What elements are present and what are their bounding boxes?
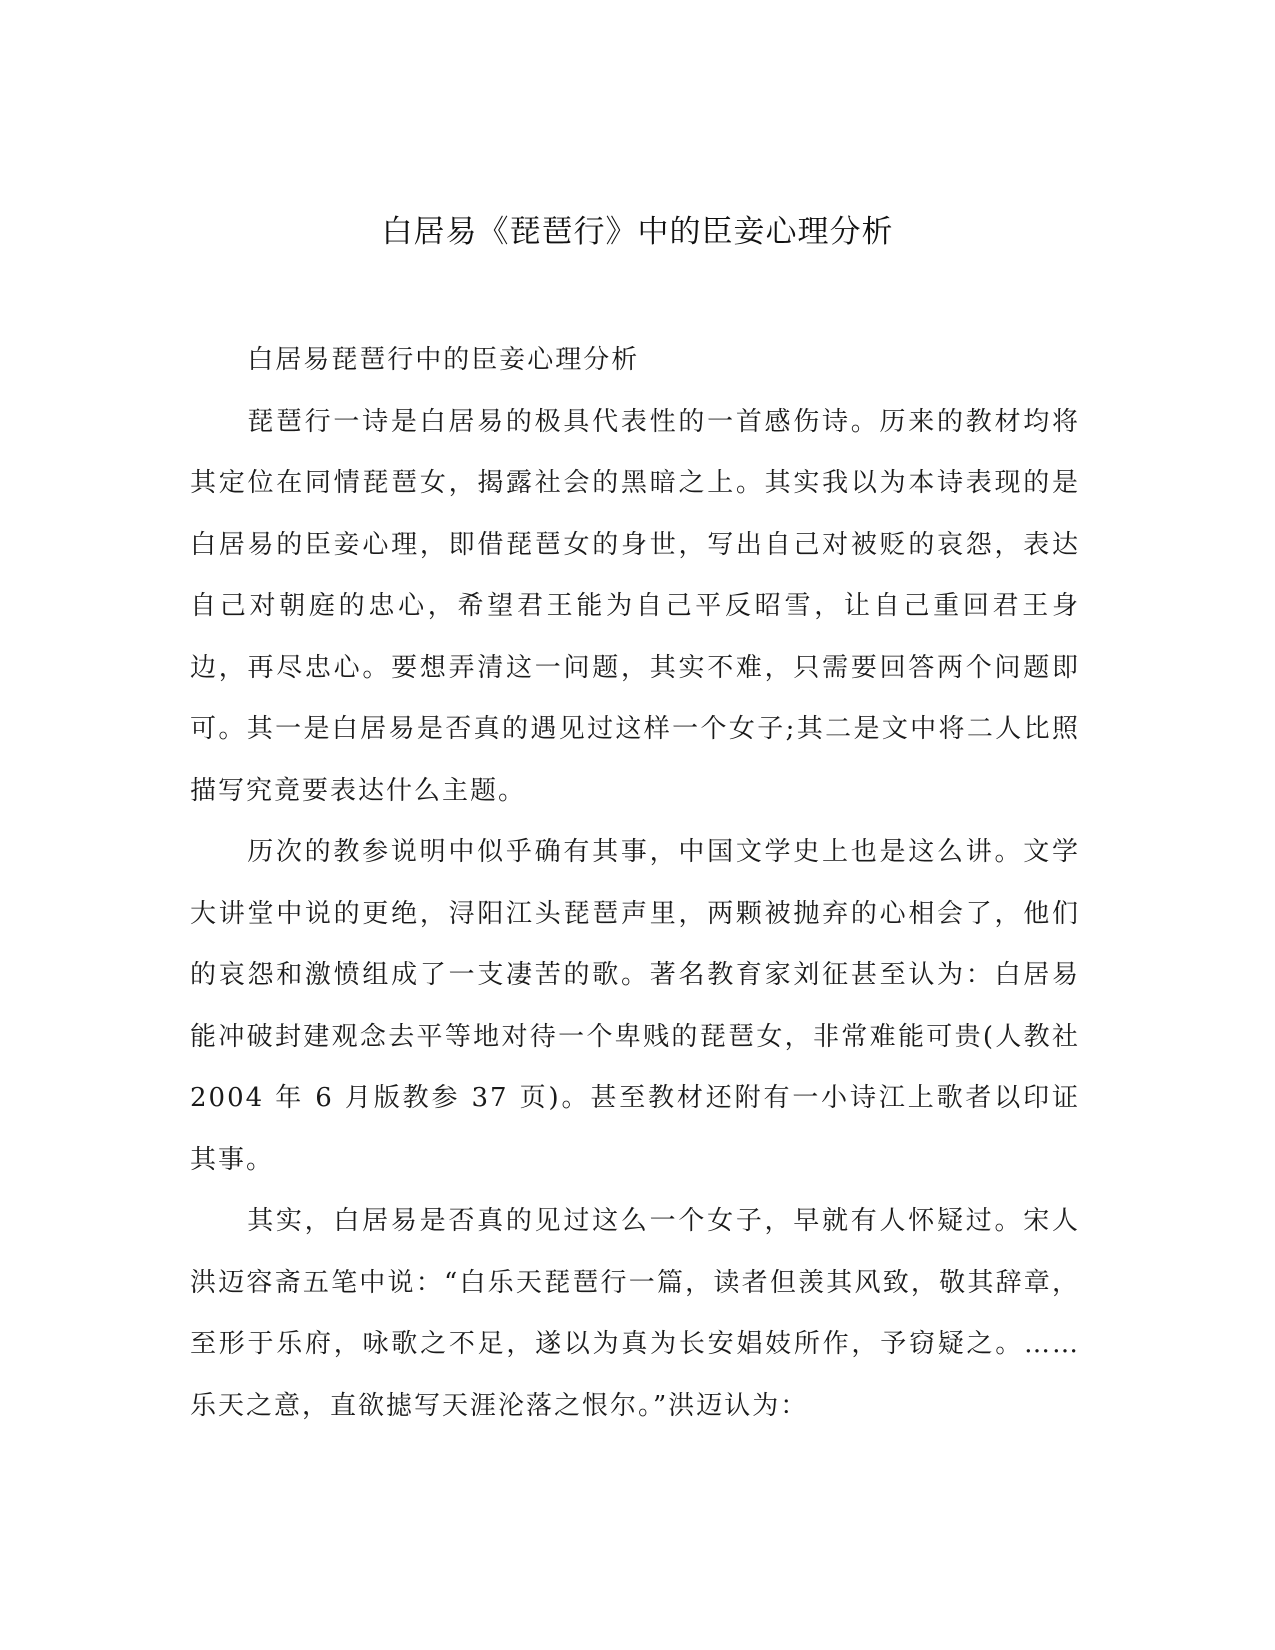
page-title: 白居易《琵琶行》中的臣妾心理分析 [381,214,894,250]
article-body [190,330,1080,1437]
paragraph-hong-mai: 其实，白居易是否真的见过这么一个女子，早就有人怀疑过。宋人洪迈容斋五笔中说：“白乐天琵琶行一篇，读者但羡其风致，敬其辞章，至形于乐府，咏歌之不足，遂以为真为长安娼妓所作，予窃疑之。……乐天之意，直欲摅写天涯沦落之恨尔。”洪迈认为： [190,1206,1080,1421]
article-subtitle: 白居易琵琶行中的臣妾心理分析 [247,345,640,375]
paragraph-textbook-views: 历次的教参说明中似乎确有其事，中国文学史上也是这么讲。文学大讲堂中说的更绝，浔阳江头琵琶声里，两颗被抛弃的心相会了，他们的哀怨和激愤组成了一支凄苦的歌。著名教育家刘征甚至认为：白居易能冲破封建观念去平等地对待一个卑贱的琵琶女，非常难能可贵(人教社 2004 年 6 月版教参 37 页)。甚至教材还附有一小诗江上歌者以印证其事。 [190,837,1080,1175]
paragraph-intro: 琵琶行一诗是白居易的极具代表性的一首感伤诗。历来的教材均将其定位在同情琵琶女，揭露社会的黑暗之上。其实我以为本诗表现的是白居易的臣妾心理，即借琵琶女的身世，写出自己对被贬的哀怨，表达自己对朝庭的忠心，希望君王能为自己平反昭雪，让自己重回君王身边，再尽忠心。要想弄清这一问题，其实不难，只需要回答两个问题即可。其一是白居易是否真的遇见过这样一个女子;其二是文中将二人比照描写究竟要表达什么主题。 [190,406,1080,806]
